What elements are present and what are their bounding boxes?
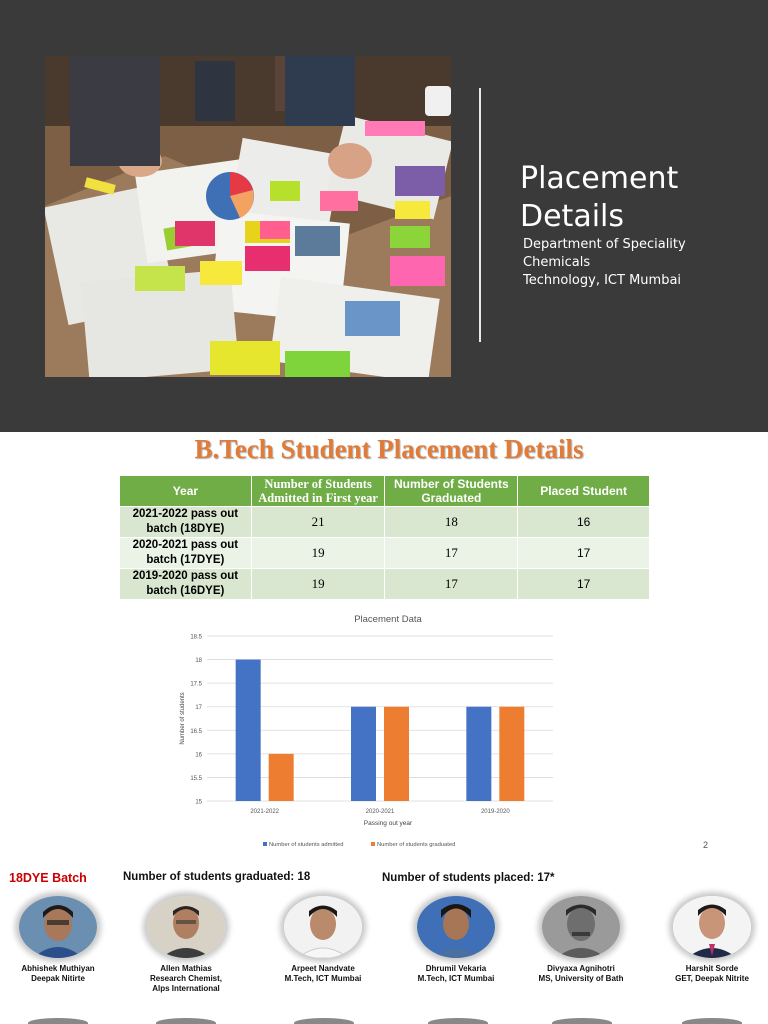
bar [466, 707, 491, 801]
table-row [120, 538, 650, 569]
student-info: Research Chemist, [149, 974, 223, 983]
slide-subtitle [523, 236, 753, 290]
avatar-partial [156, 1018, 216, 1024]
cell-graduated: 17 [385, 569, 518, 600]
student-card [126, 896, 246, 994]
avatar [673, 896, 751, 958]
y-tick-label: 15 [195, 799, 202, 806]
cell-year: 2020-2021 pass out batch (17DYE) [120, 538, 252, 569]
y-tick-label: 17.5 [190, 681, 202, 688]
student-card [652, 896, 768, 984]
cell-placed: 16 [518, 507, 650, 538]
legend-swatch [263, 842, 267, 846]
subtitle-line-1: Department of Speciality Chemicals [523, 237, 686, 270]
header-graduated: Number of Students Graduated [385, 476, 518, 507]
student-card [521, 896, 641, 984]
cell-admitted: 19 [251, 538, 385, 569]
avatar [417, 896, 495, 958]
avatar-partial [28, 1018, 88, 1024]
table-row [120, 569, 650, 600]
page-number: 2 [703, 840, 709, 850]
avatar [542, 896, 620, 958]
y-axis-label: Number of students [180, 692, 186, 745]
avatar-partial [682, 1018, 742, 1024]
cell-year: 2021-2022 pass out batch (18DYE) [120, 507, 252, 538]
student-name: Divyaxa Agnihotri [547, 964, 615, 973]
header-placed: Placed Student [518, 476, 650, 507]
header-year: Year [120, 476, 252, 507]
cell-year: 2019-2020 pass out batch (16DYE) [120, 569, 252, 600]
batch-slide [0, 864, 768, 1024]
placed-count: Number of students placed: 17* [382, 872, 555, 884]
slide-heading: B.Tech Student Placement Details [194, 434, 584, 464]
y-tick-label: 16 [195, 752, 202, 759]
cell-graduated: 17 [385, 538, 518, 569]
student-name: Harshit Sorde [685, 964, 739, 973]
divider-line [479, 88, 481, 342]
legend-label: Number of students admitted [269, 842, 344, 848]
student-name: Allen Mathias [160, 964, 212, 973]
student-name: Dhrumil Vekaria [425, 964, 487, 973]
student-name: Abhishek Muthiyan [21, 964, 95, 973]
batch-label: 18DYE Batch [9, 871, 87, 885]
student-info: GET, Deepak Nitrite [675, 974, 749, 983]
bar [269, 754, 294, 801]
x-axis-label: Passing out year [363, 820, 413, 827]
bar [499, 707, 524, 801]
y-tick-label: 17 [195, 705, 202, 712]
x-tick-label: 2021-2022 [250, 809, 280, 815]
title-line-1: Placement [520, 161, 679, 196]
header-admitted: Number of Students Admitted in First year [251, 476, 385, 507]
student-info: Deepak Nitirte [31, 974, 85, 983]
avatar [147, 896, 225, 958]
cell-admitted: 21 [251, 507, 385, 538]
slide-title [520, 160, 750, 236]
student-card [396, 896, 516, 984]
avatar [19, 896, 97, 958]
cell-admitted: 19 [251, 569, 385, 600]
avatar-partial [428, 1018, 488, 1024]
bar [351, 707, 376, 801]
placement-table [119, 475, 650, 600]
table-header-row [120, 476, 650, 507]
y-tick-label: 18.5 [190, 634, 202, 641]
graduated-count: Number of students graduated: 18 [123, 871, 311, 883]
student-info: M.Tech, ICT Mumbai [284, 974, 362, 983]
y-tick-label: 18 [195, 658, 202, 665]
x-tick-label: 2020-2021 [365, 809, 395, 815]
table-row [120, 507, 650, 538]
subtitle-line-2: Technology, ICT Mumbai [523, 273, 682, 288]
cell-placed: 17 [518, 569, 650, 600]
student-info: Alps International [152, 984, 220, 993]
chart-title: Placement Data [354, 614, 422, 625]
avatar-partial [294, 1018, 354, 1024]
y-tick-label: 16.5 [190, 728, 202, 735]
student-card [263, 896, 383, 984]
avatar [284, 896, 362, 958]
x-tick-label: 2019-2020 [480, 809, 510, 815]
placement-details-slide [0, 432, 768, 864]
legend-swatch [371, 842, 375, 846]
student-info: MS, University of Bath [538, 974, 624, 983]
bar [384, 707, 409, 801]
placement-bar-chart [160, 604, 580, 854]
student-card [0, 896, 118, 984]
bar [236, 660, 261, 801]
avatar-partial [552, 1018, 612, 1024]
student-info: M.Tech, ICT Mumbai [417, 974, 495, 983]
legend-label: Number of students graduated [377, 842, 456, 848]
cell-graduated: 18 [385, 507, 518, 538]
cell-placed: 17 [518, 538, 650, 569]
y-tick-label: 15.5 [190, 775, 202, 782]
title-slide [0, 0, 768, 432]
student-name: Arpeet Nandvate [291, 964, 355, 973]
meeting-photo [45, 56, 451, 377]
title-line-2: Details [520, 199, 625, 234]
